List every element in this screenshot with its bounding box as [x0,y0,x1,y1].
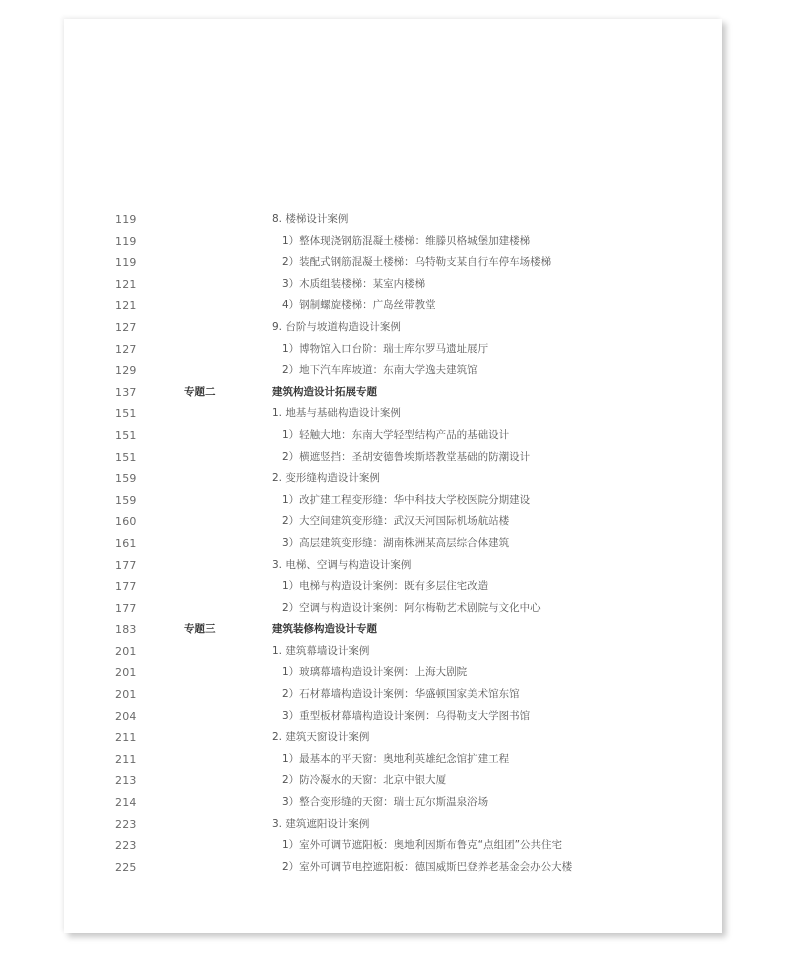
entry-title: 1. 建筑幕墙设计案例 [272,644,370,657]
table-of-contents [64,209,722,878]
toc-subsection-entry [64,770,722,792]
toc-subsection-entry [64,274,722,296]
toc-section-entry [64,209,722,231]
toc-subsection-entry [64,684,722,706]
page-number: 213 [115,774,137,788]
entry-title: 3）木质组装楼梯：某室内楼梯 [282,277,426,290]
page-number: 119 [115,256,137,270]
entry-title: 2）横遮竖挡：圣胡安德鲁埃斯塔教堂基础的防潮设计 [282,450,531,463]
entry-title: 2. 建筑天窗设计案例 [272,731,370,744]
entry-title: 建筑构造设计拓展专题 [272,385,377,398]
toc-section-entry [64,814,722,836]
entry-title: 1）电梯与构造设计案例：既有多层住宅改造 [282,580,489,593]
entry-title: 1）整体现浇钢筋混凝土楼梯：维滕贝格城堡加建楼梯 [282,234,531,247]
page-number: 151 [115,407,137,421]
page-number: 127 [115,320,137,334]
part-label: 专题三 [184,623,216,636]
toc-part-heading [64,619,722,641]
page-number: 204 [115,709,137,723]
page-number: 223 [115,839,137,853]
toc-section-entry [64,555,722,577]
toc-subsection-entry [64,598,722,620]
entry-title: 2）室外可调节电控遮阳板：德国威斯巴登养老基金会办公大楼 [282,860,573,873]
page-number: 225 [115,860,137,874]
toc-section-entry [64,641,722,663]
entry-title: 3）重型板材幕墙构造设计案例：乌得勒支大学图书馆 [282,709,531,722]
toc-subsection-entry [64,490,722,512]
page-number: 160 [115,515,137,529]
toc-subsection-entry [64,792,722,814]
toc-subsection-entry [64,835,722,857]
page-number: 121 [115,277,137,291]
toc-subsection-entry [64,857,722,879]
page-number: 201 [115,688,137,702]
page-number: 177 [115,558,137,572]
entry-title: 2）大空间建筑变形缝：武汉天河国际机场航站楼 [282,515,510,528]
entry-title: 1）博物馆入口台阶：瑞士库尔罗马遗址展厅 [282,342,489,355]
toc-section-entry [64,468,722,490]
page-number: 137 [115,385,137,399]
entry-title: 2. 变形缝构造设计案例 [272,472,380,485]
entry-title: 3）高层建筑变形缝：湖南株洲某高层综合体建筑 [282,536,510,549]
entry-title: 2）地下汽车库坡道：东南大学逸夫建筑馆 [282,364,478,377]
toc-section-entry [64,727,722,749]
page-number: 183 [115,623,137,637]
page-number: 121 [115,299,137,313]
entry-title: 1）室外可调节遮阳板：奥地利因斯布鲁克“点组团”公共住宅 [282,839,563,852]
page-number: 151 [115,450,137,464]
toc-subsection-entry [64,252,722,274]
toc-subsection-entry [64,425,722,447]
entry-title: 2）空调与构造设计案例：阿尔梅勒艺术剧院与文化中心 [282,601,541,614]
page-number: 127 [115,342,137,356]
page-number: 151 [115,428,137,442]
toc-section-entry [64,317,722,339]
entry-title: 4）钢制螺旋楼梯：广岛丝带教堂 [282,299,436,312]
toc-subsection-entry [64,576,722,598]
toc-subsection-entry [64,662,722,684]
entry-title: 8. 楼梯设计案例 [272,213,349,225]
page-number: 177 [115,580,137,594]
toc-part-heading [64,382,722,404]
entry-title: 建筑装修构造设计专题 [272,623,377,636]
page-number: 201 [115,644,137,658]
page-number: 214 [115,796,137,810]
entry-title: 2）防冷凝水的天窗：北京中银大厦 [282,774,447,787]
entry-title: 3. 建筑遮阳设计案例 [272,817,370,830]
entry-title: 3. 电梯、空调与构造设计案例 [272,558,412,571]
entry-title: 1）玻璃幕墙构造设计案例：上海大剧院 [282,666,468,679]
page-number: 161 [115,536,137,550]
page-number: 159 [115,472,137,486]
entry-title: 3）整合变形缝的天窗：瑞士瓦尔斯温泉浴场 [282,796,489,809]
entry-title: 2）石材幕墙构造设计案例：华盛顿国家美术馆东馆 [282,688,520,701]
page-number: 177 [115,601,137,615]
toc-subsection-entry [64,511,722,533]
toc-subsection-entry [64,231,722,253]
page-number: 119 [115,213,137,226]
toc-subsection-entry [64,339,722,361]
page-number: 129 [115,364,137,378]
entry-title: 2）装配式钢筋混凝土楼梯：乌特勒支某自行车停车场楼梯 [282,256,552,269]
document-page [64,19,722,933]
toc-subsection-entry [64,749,722,771]
toc-subsection-entry [64,295,722,317]
page-number: 119 [115,234,137,248]
toc-subsection-entry [64,360,722,382]
entry-title: 1）改扩建工程变形缝：华中科技大学校医院分期建设 [282,493,531,506]
toc-subsection-entry [64,447,722,469]
page-number: 201 [115,666,137,680]
page-number: 159 [115,493,137,507]
page-number: 223 [115,817,137,831]
toc-section-entry [64,403,722,425]
toc-subsection-entry [64,533,722,555]
page-number: 211 [115,731,137,745]
entry-title: 1）轻触大地：东南大学轻型结构产品的基础设计 [282,428,510,441]
toc-subsection-entry [64,706,722,728]
entry-title: 1. 地基与基础构造设计案例 [272,407,401,420]
page-number: 211 [115,752,137,766]
entry-title: 9. 台阶与坡道构造设计案例 [272,320,401,333]
part-label: 专题二 [184,385,216,398]
entry-title: 1）最基本的平天窗：奥地利英雄纪念馆扩建工程 [282,752,510,765]
